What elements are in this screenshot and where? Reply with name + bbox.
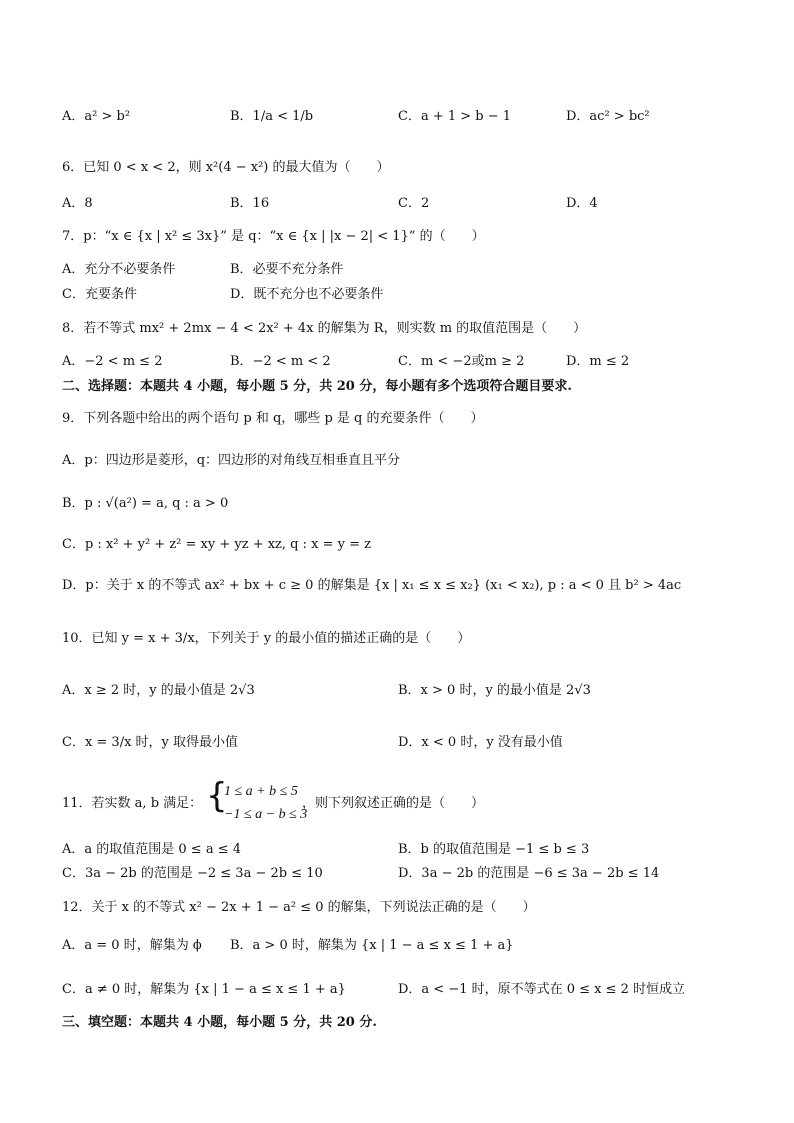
q8-option-b: B．−2 < m < 2 bbox=[230, 354, 331, 369]
q8-stem: 8．若不等式 mx² + 2mx − 4 < 2x² + 4x 的解集为 R，则实数 m 的取值范围是（ ） bbox=[62, 321, 587, 336]
q10-option-d: D．x < 0 时，y 没有最小值 bbox=[398, 735, 563, 750]
section-three-heading: 三、填空题：本题共 4 小题，每小题 5 分，共 20 分. bbox=[62, 1015, 377, 1030]
q5-option-c: C．a + 1 > b − 1 bbox=[398, 109, 512, 124]
q12-option-c: C．a ≠ 0 时，解集为 {x | 1 − a ≤ x ≤ 1 + a} bbox=[62, 982, 346, 997]
q10-option-a: A．x ≥ 2 时，y 的最小值是 2√3 bbox=[62, 683, 255, 698]
q10-option-b: B．x > 0 时，y 的最小值是 2√3 bbox=[398, 683, 591, 698]
q11-condition-1: 1 ≤ a + b ≤ 5 bbox=[224, 784, 298, 799]
q6-option-d: D．4 bbox=[566, 196, 598, 211]
q11-option-d: D．3a − 2b 的范围是 −6 ≤ 3a − 2b ≤ 14 bbox=[398, 866, 660, 881]
q12-option-a: A．a = 0 时，解集为 ϕ bbox=[62, 938, 202, 953]
q10-option-c: C．x = 3/x 时，y 取得最小值 bbox=[62, 735, 239, 750]
q10-stem: 10．已知 y = x + 3/x，下列关于 y 的最小值的描述正确的是（ ） bbox=[62, 631, 471, 646]
q5-option-b: B．1/a < 1/b bbox=[230, 109, 314, 124]
q9-option-b: B．p : √(a²) = a, q : a > 0 bbox=[62, 496, 229, 511]
q5-option-d: D．ac² > bc² bbox=[566, 109, 650, 124]
q11-option-a: A．a 的取值范围是 0 ≤ a ≤ 4 bbox=[62, 842, 242, 857]
q9-option-d: D．p：关于 x 的不等式 ax² + bx + c ≥ 0 的解集是 {x | x₁ ≤ x ≤ x₂} (x₁ < x₂), p : a < 0 且 b² > 4ac bbox=[62, 578, 682, 593]
q8-option-a: A．−2 < m ≤ 2 bbox=[62, 354, 163, 369]
q11-option-b: B．b 的取值范围是 −1 ≤ b ≤ 3 bbox=[398, 842, 590, 857]
q6-option-c: C．2 bbox=[398, 196, 430, 211]
q8-option-d: D．m ≤ 2 bbox=[566, 354, 630, 369]
q7-option-a: A．充分不必要条件 bbox=[62, 262, 176, 277]
q8-option-c: C．m < −2或m ≥ 2 bbox=[398, 354, 525, 369]
q12-stem: 12．关于 x 的不等式 x² − 2x + 1 − a² ≤ 0 的解集，下列说法正确的是（ ） bbox=[62, 900, 536, 915]
q9-stem: 9．下列各题中给出的两个语句 p 和 q，哪些 p 是 q 的充要条件（ ） bbox=[62, 411, 484, 426]
q6-option-b: B．16 bbox=[230, 196, 270, 211]
q7-option-c: C．充要条件 bbox=[62, 287, 137, 302]
q7-stem: 7．p：“x ∈ {x | x² ≤ 3x}” 是 q：“x ∈ {x | |x − 2| < 1}” 的（ ） bbox=[62, 229, 485, 244]
q11-condition-2: −1 ≤ a − b ≤ 3 bbox=[224, 807, 308, 822]
q6-stem: 6．已知 0 < x < 2，则 x²(4 − x²) 的最大值为（ ） bbox=[62, 160, 390, 175]
q12-option-b: B．a > 0 时，解集为 {x | 1 − a ≤ x ≤ 1 + a} bbox=[230, 938, 514, 953]
q11-brace: { bbox=[206, 776, 228, 816]
q12-option-d: D．a < −1 时，原不等式在 0 ≤ x ≤ 2 时恒成立 bbox=[398, 982, 686, 997]
q6-option-a: A．8 bbox=[62, 196, 93, 211]
q11-option-c: C．3a − 2b 的范围是 −2 ≤ 3a − 2b ≤ 10 bbox=[62, 866, 323, 881]
q7-option-b: B．必要不充分条件 bbox=[230, 262, 344, 277]
q11-stem-suffix: ，则下列叙述正确的是（ ） bbox=[302, 796, 485, 811]
q11-stem-prefix: 11．若实数 a, b 满足： bbox=[62, 796, 203, 811]
q5-option-a: A．a² > b² bbox=[62, 109, 131, 124]
q9-option-c: C．p : x² + y² + z² = xy + yz + xz, q : x = y = z bbox=[62, 537, 371, 552]
q9-option-a: A．p：四边形是菱形，q：四边形的对角线互相垂直且平分 bbox=[62, 453, 401, 468]
q7-option-d: D．既不充分也不必要条件 bbox=[230, 287, 384, 302]
section-two-heading: 二、选择题：本题共 4 小题，每小题 5 分，共 20 分，每小题有多个选项符合题目要求. bbox=[62, 379, 572, 394]
